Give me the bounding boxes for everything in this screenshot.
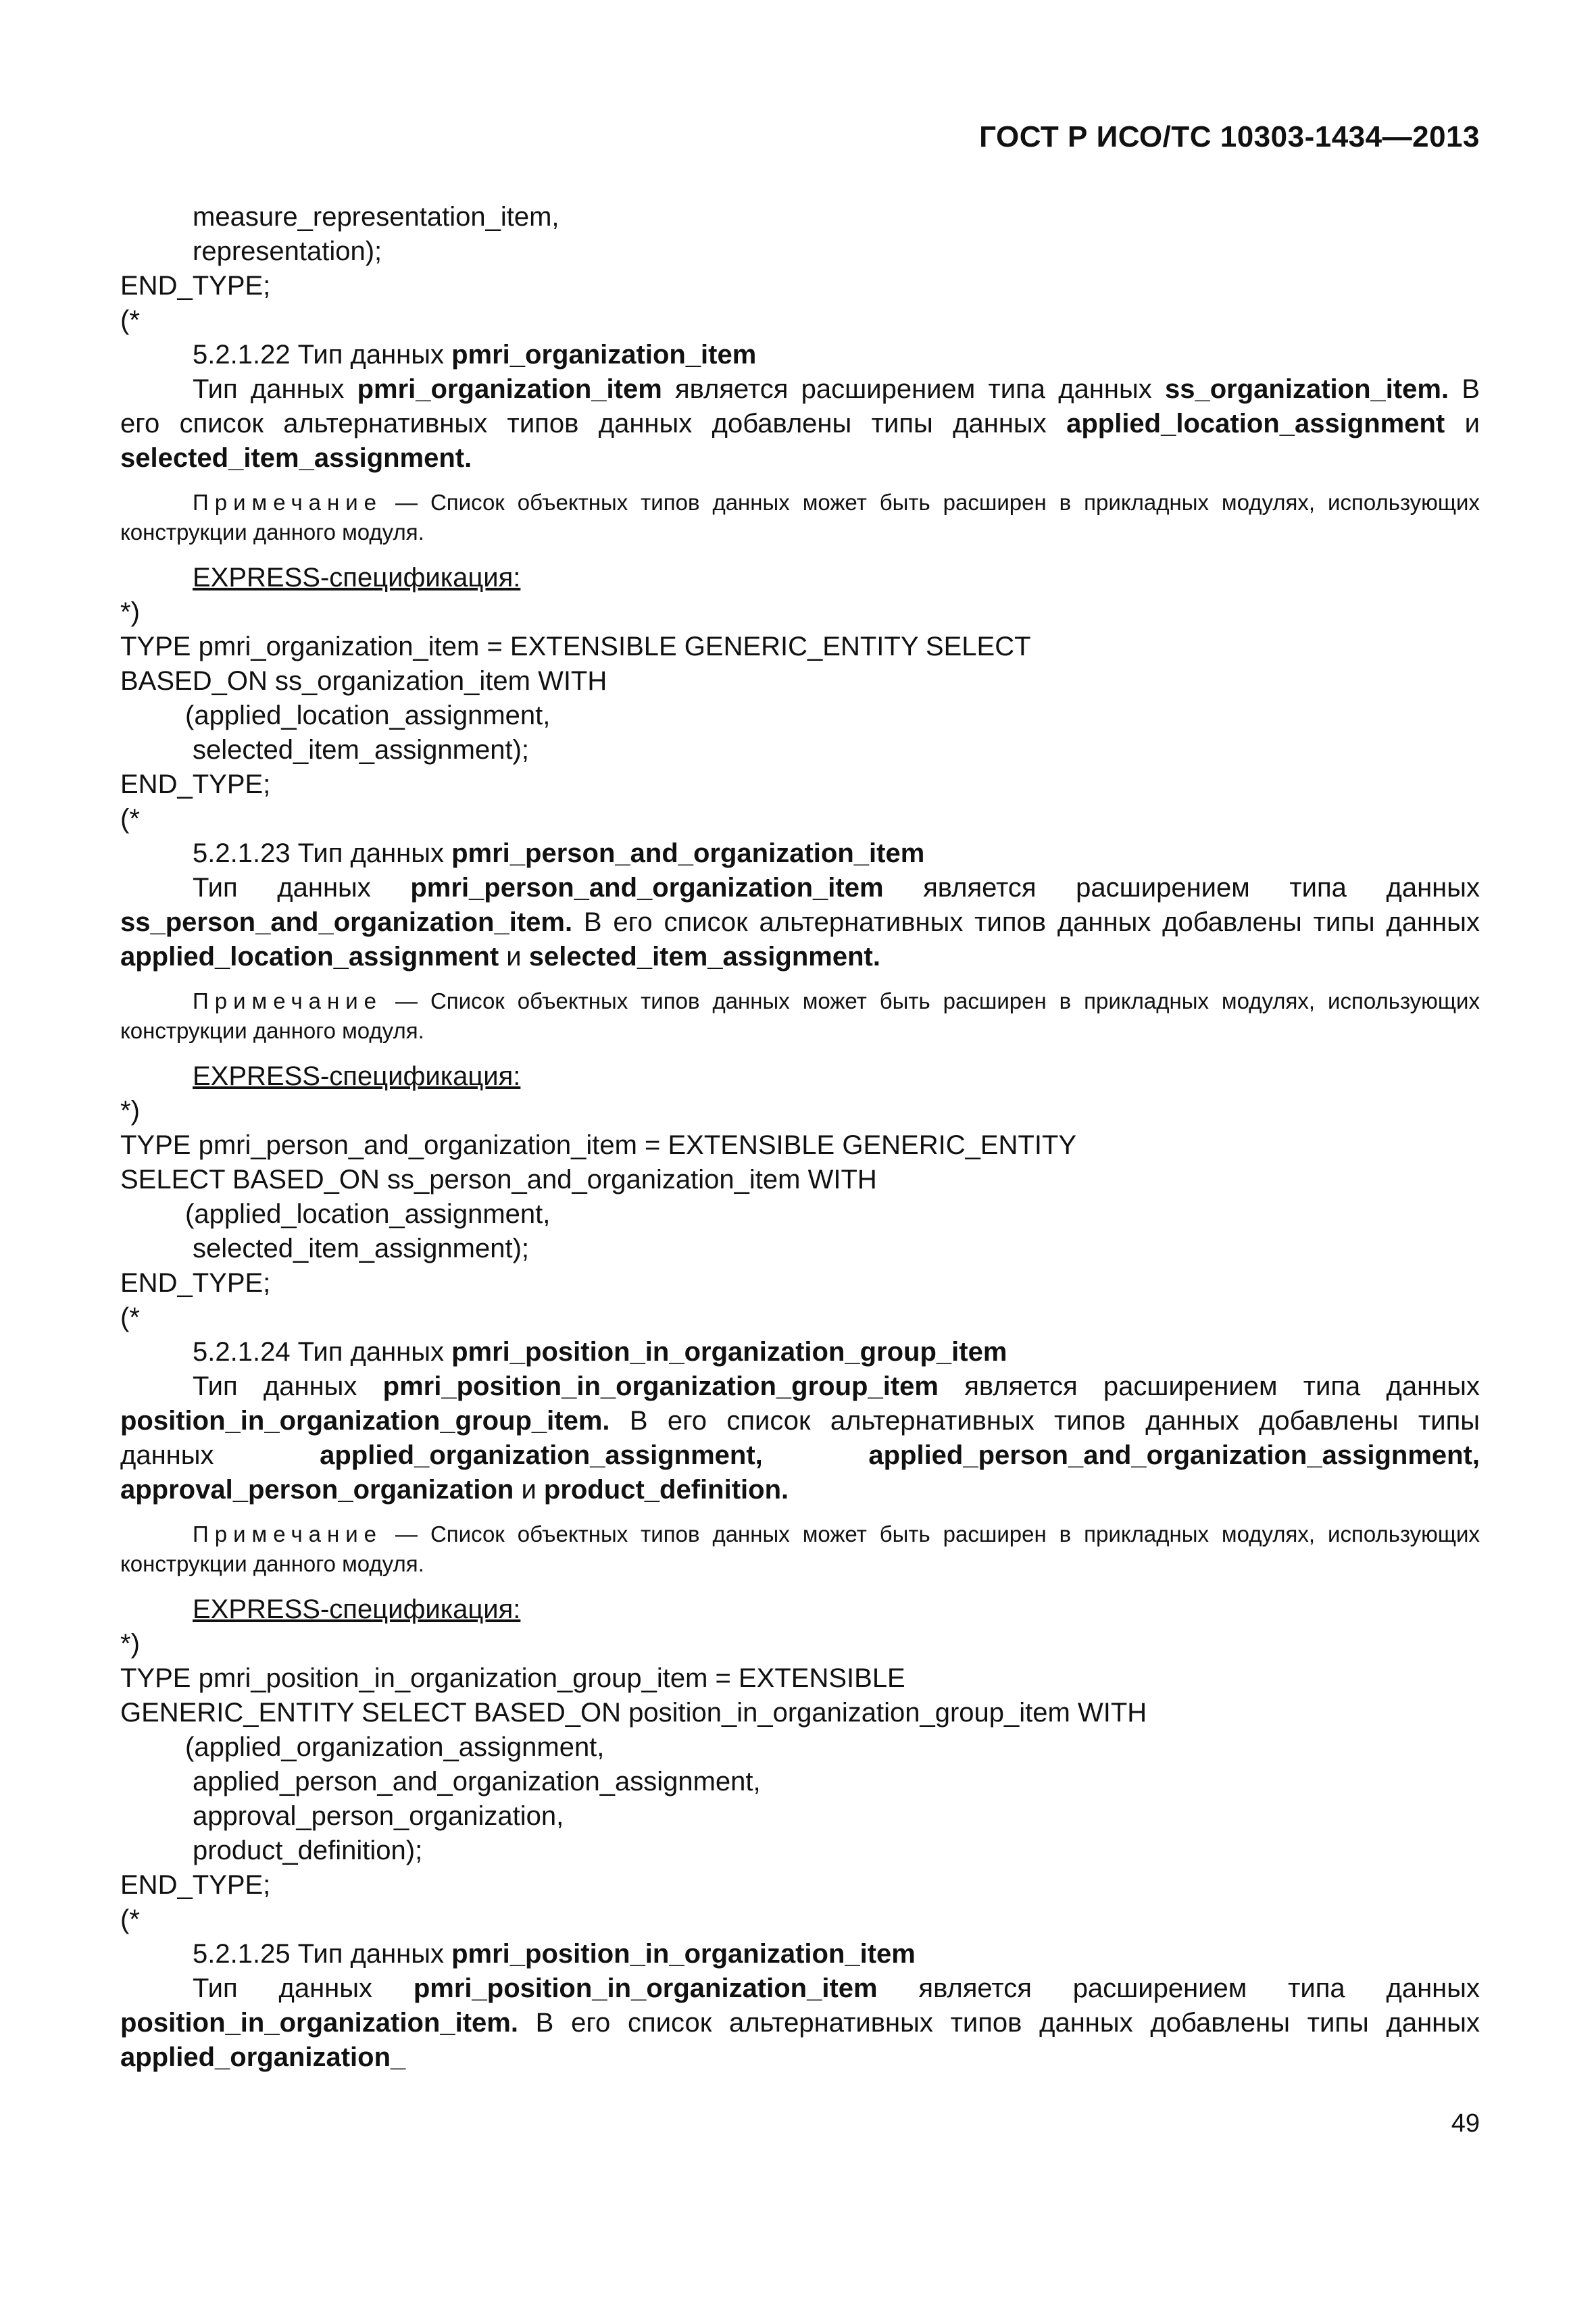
section-paragraph-25: Тип данных pmri_position_in_organization_item является расширением типа данных position_in_organization_item. В его список альтернативных типов данных добавлены типы данных applied_organization_: [120, 1973, 1480, 2072]
code-line: selected_item_assignment);: [193, 735, 530, 765]
code-line: BASED_ON ss_organization_item WITH: [120, 666, 607, 696]
code-line: SELECT BASED_ON ss_person_and_organization_item WITH: [120, 1165, 877, 1194]
code-line: END_TYPE;: [120, 770, 271, 799]
section-paragraph-24: Тип данных pmri_position_in_organization_group_item является расширением типа данных position_in_organization_group_item. В его список альтернативных типов данных добавлены типы данных applied_organization_assignment, applied_person_and_organization_assignment, approval_person_organization и product_definition.: [120, 1372, 1480, 1505]
express-spec-label: EXPRESS-спецификация:: [193, 563, 521, 593]
code-line: *): [120, 1629, 140, 1659]
code-line: END_TYPE;: [120, 1870, 271, 1900]
code-line: TYPE pmri_organization_item = EXTENSIBLE GENERIC_ENTITY SELECT: [120, 632, 1031, 661]
page-number: 49: [1451, 2109, 1480, 2138]
code-line: (*: [120, 804, 140, 834]
code-line: (applied_location_assignment,: [185, 1199, 551, 1229]
section-heading-24: 5.2.1.24 Тип данных pmri_position_in_organization_group_item: [193, 1337, 1007, 1367]
express-spec-label: EXPRESS-спецификация:: [193, 1594, 521, 1624]
code-line: GENERIC_ENTITY SELECT BASED_ON position_in_organization_group_item WITH: [120, 1698, 1147, 1728]
express-spec-label: EXPRESS-спецификация:: [193, 1061, 521, 1091]
code-line: *): [120, 597, 140, 627]
code-line: (applied_location_assignment,: [185, 701, 551, 730]
code-line: *): [120, 1096, 140, 1126]
section-heading-22: 5.2.1.22 Тип данных pmri_organization_item: [193, 340, 757, 370]
code-line: (*: [120, 305, 140, 335]
code-line: END_TYPE;: [120, 1268, 271, 1298]
code-line: (*: [120, 1303, 140, 1332]
note-22: Примечание — Список объектных типов данных может быть расширен в прикладных модулях, использующих конструкции данного модуля.: [120, 490, 1480, 545]
code-line: approval_person_organization,: [193, 1801, 564, 1831]
code-line: applied_person_and_organization_assignment,: [193, 1767, 761, 1796]
section-heading-23: 5.2.1.23 Тип данных pmri_person_and_organization_item: [193, 838, 925, 868]
code-line: (applied_organization_assignment,: [185, 1732, 605, 1762]
section-heading-25: 5.2.1.25 Тип данных pmri_position_in_organization_item: [193, 1939, 916, 1969]
code-line: END_TYPE;: [120, 271, 271, 301]
page-content: [120, 200, 1480, 2075]
section-paragraph-23: Тип данных pmri_person_and_organization_item является расширением типа данных ss_person_and_organization_item. В его список альтернативных типов данных добавлены типы данных applied_location_assignment и selected_item_assignment.: [120, 873, 1480, 972]
note-24: Примечание — Список объектных типов данных может быть расширен в прикладных модулях, использующих конструкции данного модуля.: [120, 1521, 1480, 1576]
code-line: representation);: [193, 236, 382, 266]
code-line: TYPE pmri_position_in_organization_group_item = EXTENSIBLE: [120, 1663, 905, 1693]
section-paragraph-22: Тип данных pmri_organization_item является расширением типа данных ss_organization_item. В его список альтернативных типов данных добавлены типы данных applied_location_assignment и selected_item_assignment.: [120, 374, 1480, 473]
note-23: Примечание — Список объектных типов данных может быть расширен в прикладных модулях, использующих конструкции данного модуля.: [120, 988, 1480, 1043]
code-line: measure_representation_item,: [193, 202, 559, 232]
code-line: selected_item_assignment);: [193, 1234, 530, 1263]
document-header: ГОСТ Р ИСО/ТС 10303-1434—2013: [979, 120, 1480, 153]
code-line: product_definition);: [193, 1836, 423, 1865]
code-line: TYPE pmri_person_and_organization_item = EXTENSIBLE GENERIC_ENTITY: [120, 1130, 1077, 1160]
code-line: (*: [120, 1905, 140, 1934]
